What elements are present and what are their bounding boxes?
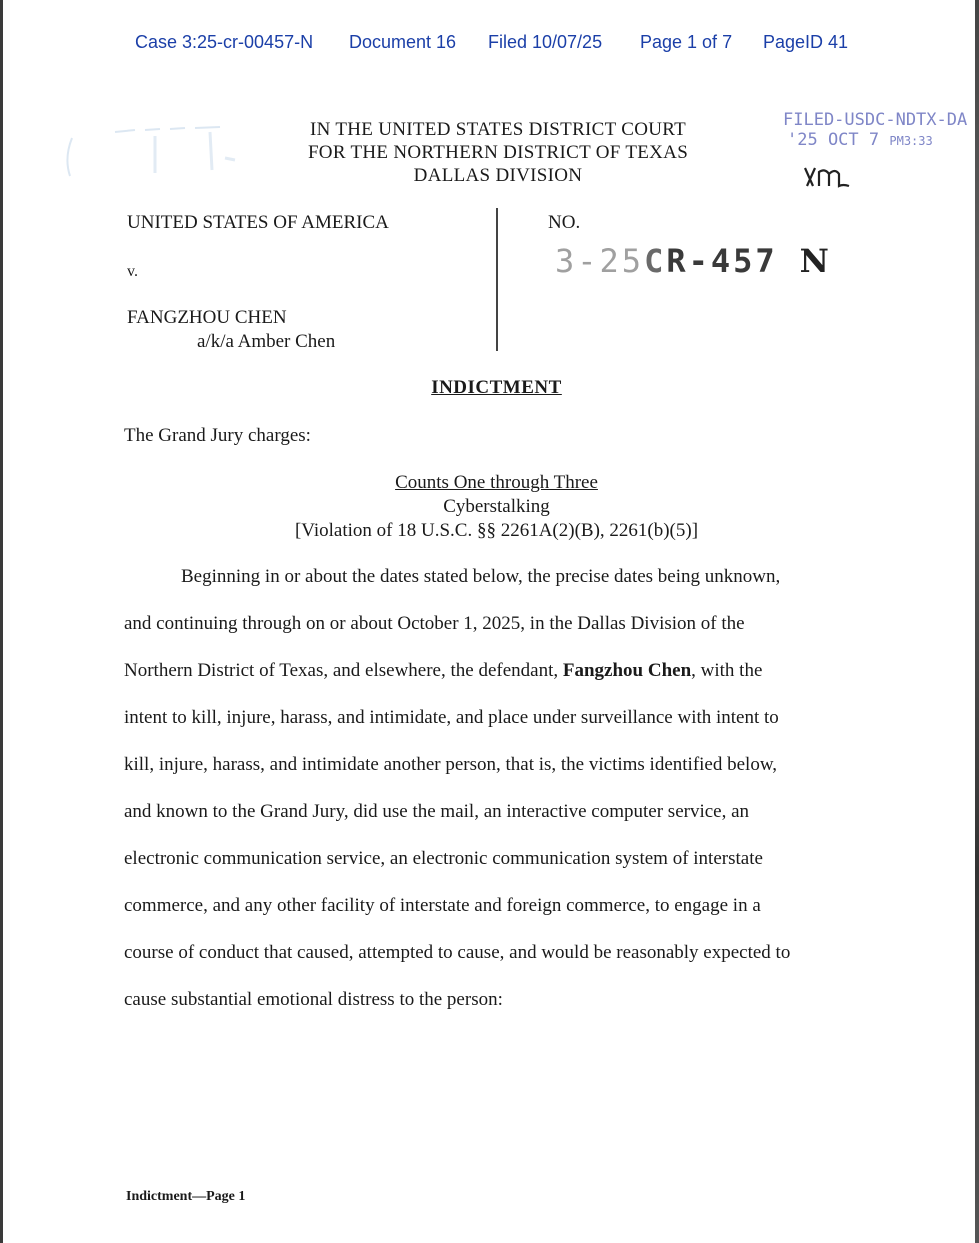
charges-intro: The Grand Jury charges: — [124, 425, 311, 446]
court-district: FOR THE NORTHERN DISTRICT OF TEXAS — [307, 142, 689, 163]
count-title: Counts One through Three — [395, 472, 598, 493]
ecf-document-number: Document 16 — [349, 32, 457, 52]
case-number-dash: - — [577, 242, 600, 280]
faded-stamp-mark — [60, 118, 250, 188]
clerk-initials-signature — [803, 160, 863, 190]
filed-stamp — [783, 110, 979, 151]
body-line-10: cause substantial emotional distress to the person: — [124, 989, 503, 1010]
defendant-name-bold: Fangzhou Chen — [562, 660, 692, 681]
body-line-6: and known to the Grand Jury, did use the mail, an interactive computer service, an — [124, 801, 750, 822]
case-number-judge-suffix: N — [799, 242, 832, 280]
page-footer: Indictment—Page 1 — [126, 1189, 246, 1204]
body-line-7: electronic communication service, an electronic communication system of interstate — [124, 848, 763, 869]
versus-label: v. — [127, 263, 138, 280]
document-title: INDICTMENT — [431, 377, 562, 398]
count-statute: [Violation of 18 U.S.C. §§ 2261A(2)(B), 2261(b)(5)] — [294, 520, 699, 541]
stamped-case-number — [555, 242, 832, 280]
scan-edge-right — [975, 0, 979, 1243]
case-number-year: 25 — [599, 242, 645, 280]
body-line-3 — [124, 660, 762, 682]
scan-edge-left — [0, 0, 3, 1243]
filed-stamp-court: FILED-USDC-NDTX-DA — [783, 110, 968, 130]
body-line-4: intent to kill, injure, harass, and intimidate, and place under surveillance with intent to — [124, 707, 779, 728]
caption-divider — [496, 208, 498, 351]
ecf-case-number: Case 3:25-cr-00457-N — [135, 32, 314, 52]
ecf-filed-date: Filed 10/07/25 — [488, 32, 603, 52]
body-line-3-text: Northern District of Texas, and elsewhere, the defendant, — [124, 660, 563, 681]
case-number-c: C — [644, 242, 667, 280]
body-line-2: and continuing through on or about October 1, 2025, in the Dallas Division of the — [124, 613, 745, 634]
body-line-5: kill, injure, harass, and intimidate another person, that is, the victims identified below, — [124, 754, 778, 775]
court-name: IN THE UNITED STATES DISTRICT COURT — [309, 119, 687, 140]
case-number-serial: R-457 — [666, 242, 778, 280]
case-number-label: NO. — [548, 212, 581, 233]
count-offense: Cyberstalking — [443, 496, 550, 517]
court-heading — [270, 118, 726, 187]
filed-stamp-date: '25 OCT 7 — [787, 130, 880, 150]
ecf-page-count: Page 1 of 7 — [640, 32, 733, 52]
ecf-page-id: PageID 41 — [763, 32, 849, 52]
body-line-3-tail: , with the — [691, 660, 763, 681]
defendant-name: FANGZHOU CHEN — [127, 307, 287, 328]
plaintiff-name: UNITED STATES OF AMERICA — [127, 212, 389, 233]
defendant-alias: a/k/a Amber Chen — [197, 331, 336, 352]
case-number-part-1: 3 — [555, 242, 578, 280]
ecf-header — [0, 32, 979, 56]
filed-stamp-time: PM3:33 — [889, 134, 933, 148]
court-division: DALLAS DIVISION — [413, 165, 583, 186]
body-line-1: Beginning in or about the dates stated below, the precise dates being unknown, — [181, 566, 781, 587]
body-line-8: commerce, and any other facility of interstate and foreign commerce, to engage in a — [124, 895, 761, 916]
body-line-9: course of conduct that caused, attempted to cause, and would be reasonably expected to — [124, 942, 791, 963]
count-heading — [0, 471, 979, 543]
